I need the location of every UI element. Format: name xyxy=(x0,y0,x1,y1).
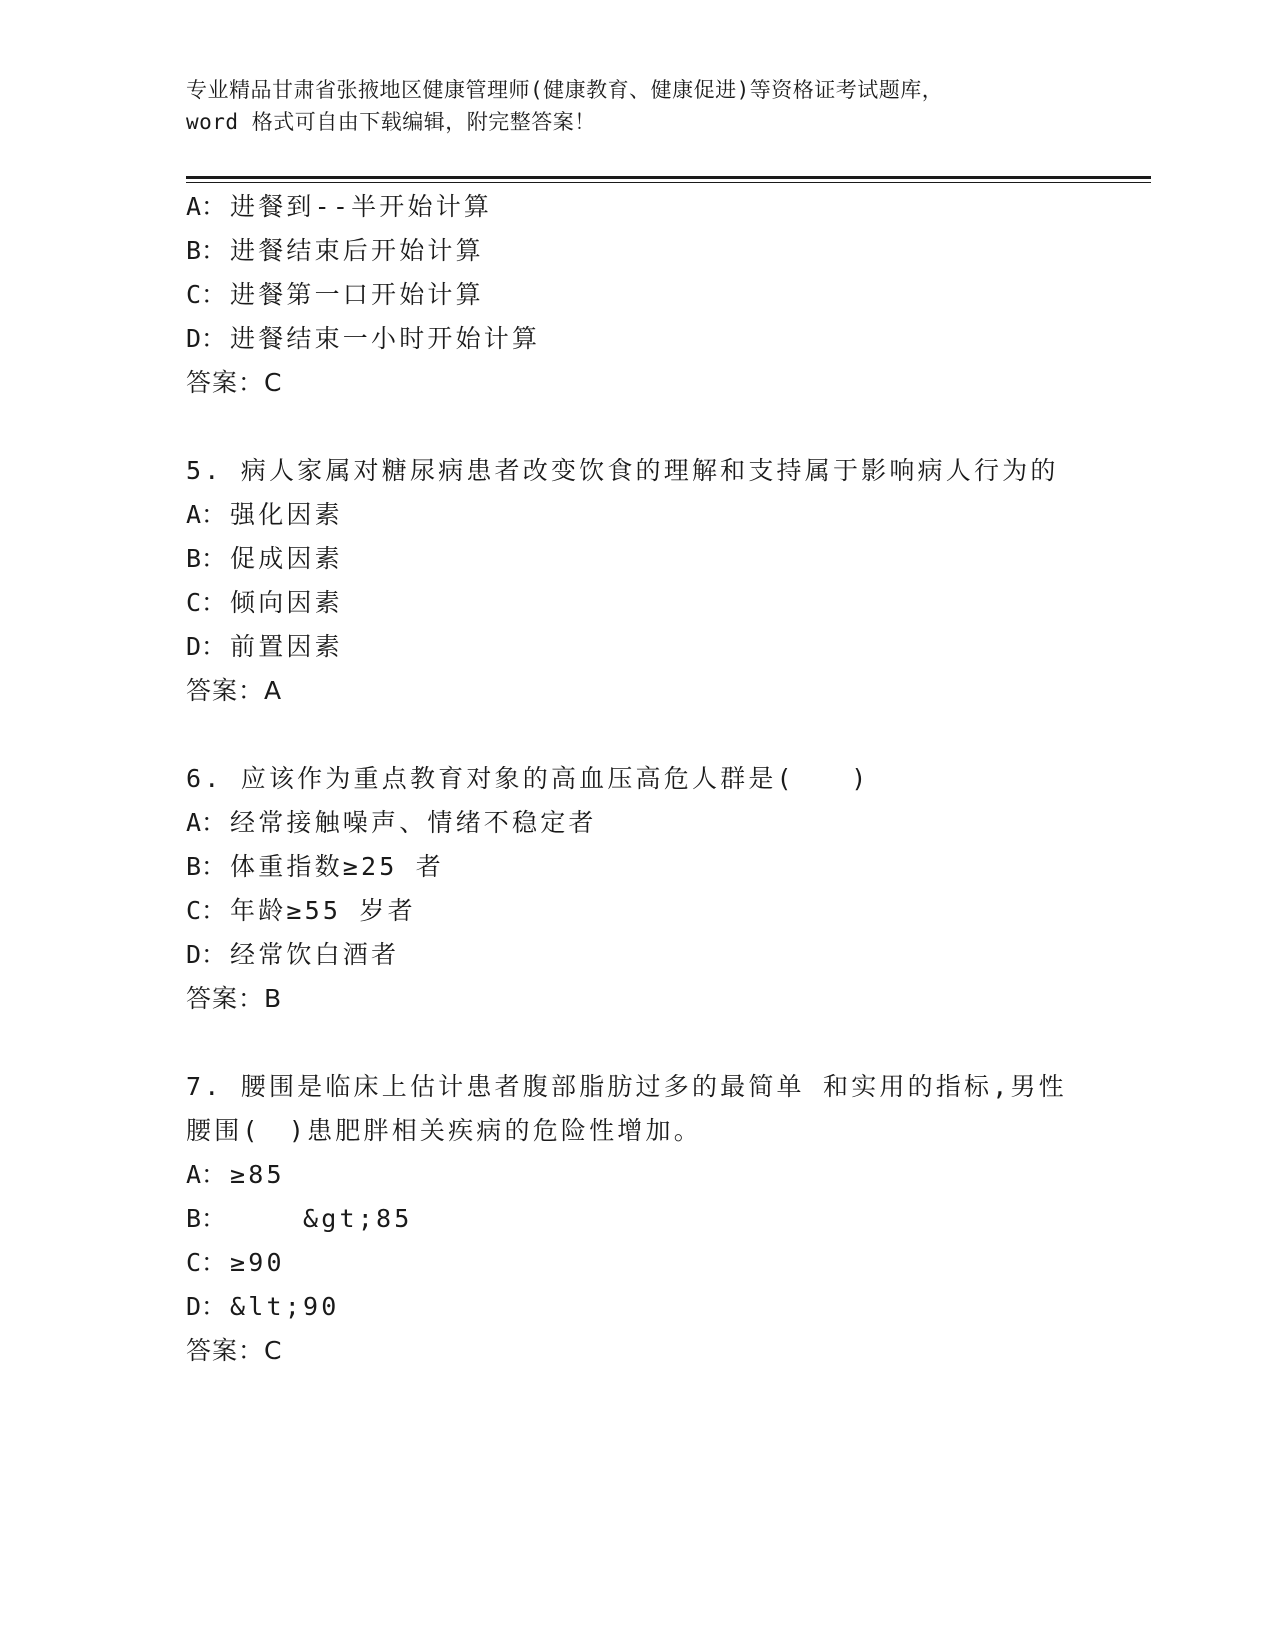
q5-option-c: C： 倾向因素 xyxy=(186,588,343,617)
q5-answer: 答案：A xyxy=(186,676,283,705)
q7-option-d: D： &lt;90 xyxy=(186,1292,340,1321)
q7-stem-line-1: 7. 腰围是临床上估计患者腹部脂肪过多的最简单 和实用的指标,男性 xyxy=(186,1072,1067,1101)
q4-option-a: A： 进餐到--半开始计算 xyxy=(186,192,493,221)
q5-option-d: D： 前置因素 xyxy=(186,632,343,661)
header-divider-thin xyxy=(186,182,1151,183)
q5-option-a: A： 强化因素 xyxy=(186,500,343,529)
q7-stem-line-2: 腰围( )患肥胖相关疾病的危险性增加。 xyxy=(186,1116,702,1145)
q6-option-c: C： 年龄≥55 岁者 xyxy=(186,896,416,925)
q6-option-a: A： 经常接触噪声、情绪不稳定者 xyxy=(186,808,597,837)
q4-option-c: C： 进餐第一口开始计算 xyxy=(186,280,484,309)
header-line-1: 专业精品甘肃省张掖地区健康管理师(健康教育、健康促进)等资格证考试题库， xyxy=(186,78,944,102)
q4-option-b: B： 进餐结束后开始计算 xyxy=(186,236,484,265)
q7-answer: 答案：C xyxy=(186,1336,283,1365)
q4-answer: 答案：C xyxy=(186,368,283,397)
document-header xyxy=(186,74,1086,138)
q5-stem: 5. 病人家属对糖尿病患者改变饮食的理解和支持属于影响病人行为的 xyxy=(186,456,1059,485)
q6-answer: 答案：B xyxy=(186,984,283,1013)
q4-option-d: D： 进餐结束一小时开始计算 xyxy=(186,324,541,353)
header-line-2: word 格式可自由下载编辑，附完整答案！ xyxy=(186,110,596,134)
q7-option-c: C： ≥90 xyxy=(186,1248,285,1277)
header-divider-thick xyxy=(186,176,1151,179)
q7-option-a: A： ≥85 xyxy=(186,1160,285,1189)
q6-stem: 6. 应该作为重点教育对象的高血压高危人群是( ) xyxy=(186,764,870,793)
q5-option-b: B： 促成因素 xyxy=(186,544,343,573)
q6-option-b: B： 体重指数≥25 者 xyxy=(186,852,445,881)
q7-option-b: B： &gt;85 xyxy=(186,1204,413,1233)
q6-option-d: D： 经常饮白酒者 xyxy=(186,940,400,969)
